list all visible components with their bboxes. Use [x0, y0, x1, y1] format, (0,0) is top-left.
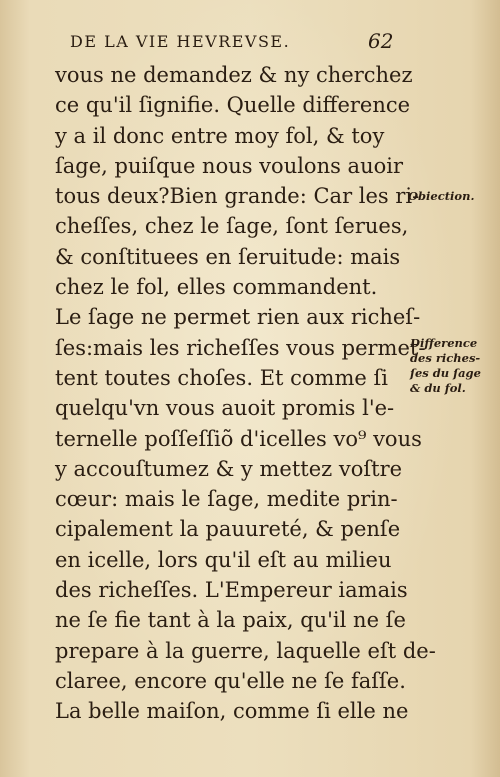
text-line: & conſtituees en ſeruitude: mais — [55, 244, 401, 269]
text-line: tous deux?Bien grande: Car les ri- — [55, 184, 420, 209]
page-number: 62 — [368, 29, 394, 53]
text-line: cheſſes, chez le ſage, ſont ſerues, — [55, 214, 409, 239]
text-line: des richeſſes. L'Empereur iamais — [55, 578, 408, 603]
text-line: quelqu'vn vous auoit promis l'e- — [55, 396, 395, 421]
margin-note-line: Difference — [410, 336, 478, 350]
margin-note-line: & du fol. — [410, 381, 466, 395]
text-line: y accouſtumez & y mettez voſtre — [55, 456, 403, 481]
text-line: ſes:mais les richeſſes vous permet- — [55, 335, 426, 360]
text-line: Le ſage ne permet rien aux richeſ- — [55, 305, 421, 330]
text-line: ne ſe fie tant à la paix, qu'il ne ſe — [55, 608, 406, 633]
text-line: cipalement la pauureté, & penſe — [55, 517, 401, 542]
text-line: ce qu'il ſignifie. Quelle difference — [55, 93, 411, 118]
text-line: tent toutes choſes. Et comme ſi — [55, 365, 388, 390]
margin-note-line: Obiection. — [408, 189, 475, 203]
text-line: en icelle, lors qu'il eſt au milieu — [55, 547, 392, 572]
text-line: y a il donc entre moy fol, & toy — [55, 123, 385, 148]
margin-note-line: des riches- — [410, 351, 481, 365]
margin-note-difference — [410, 336, 481, 396]
text-line: ternelle poſſeſſiõ d'icelles vo⁹ vous — [55, 426, 422, 451]
text-line: prepare à la guerre, laquelle eſt de- — [55, 638, 436, 663]
text-line: ſage, puiſque nous voulons auoir — [55, 153, 403, 178]
margin-note-objection — [408, 189, 474, 204]
text-line: claree, encore qu'elle ne ſe faſſe. — [55, 668, 406, 693]
text-line: La belle maiſon, comme ſi elle ne — [55, 699, 409, 724]
text-line: cœur: mais le ſage, medite prin- — [55, 487, 398, 512]
running-title: DE LA VIE HEVREVSE. — [70, 32, 291, 51]
margin-note-line: ſes du ſage — [410, 366, 481, 380]
text-line: chez le fol, elles commandent. — [55, 275, 378, 300]
text-line: vous ne demandez & ny cherchez — [55, 63, 413, 87]
body-text — [55, 60, 436, 727]
